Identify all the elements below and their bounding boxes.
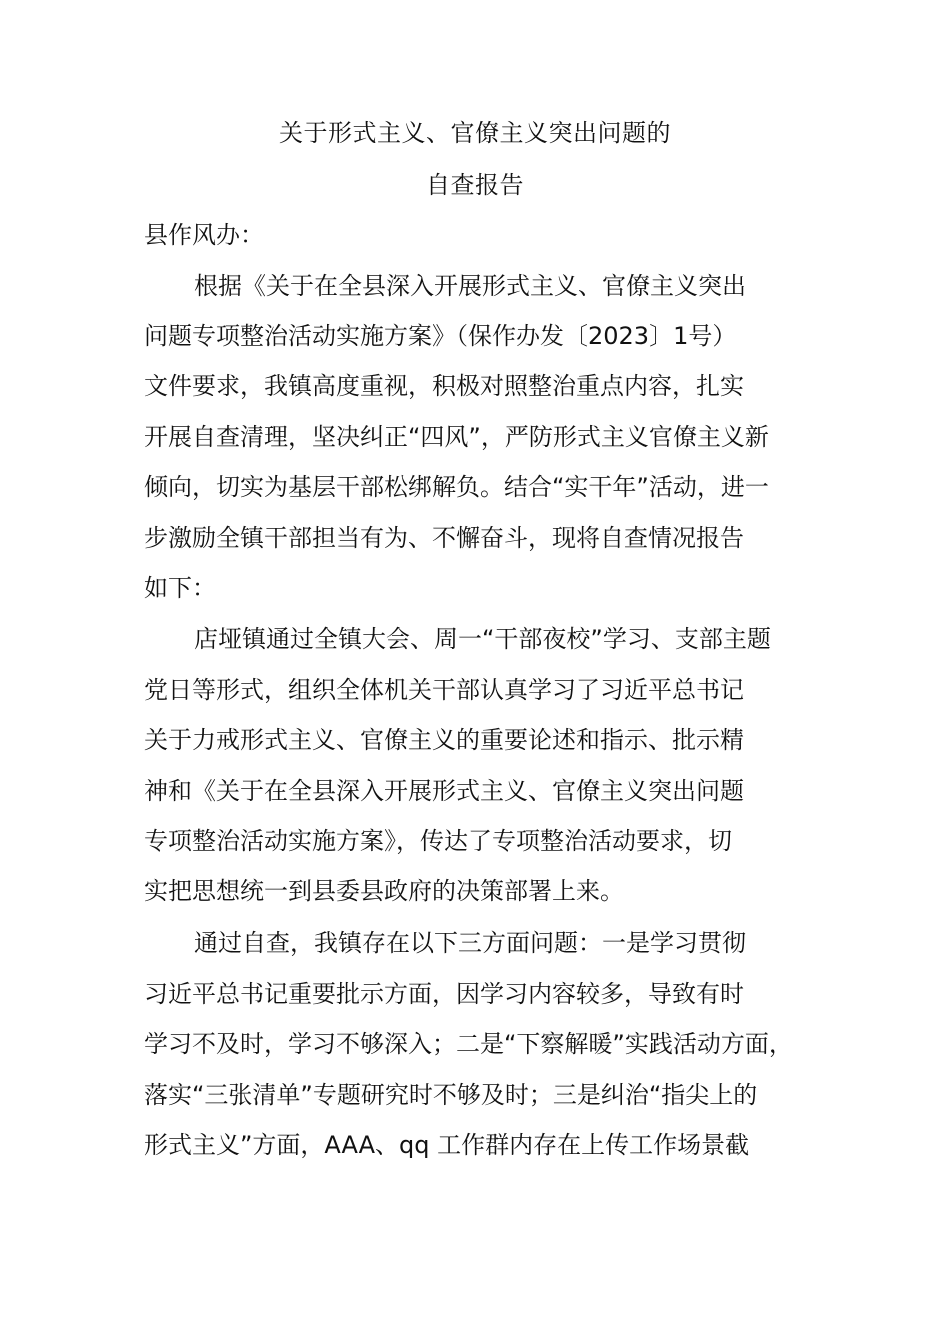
paragraph-line: 落实“三张清单”专题研究时不够及时；三是纠治“指尖上的 — [144, 1081, 758, 1109]
paragraph-line: 通过自查，我镇存在以下三方面问题：一是学习贯彻 — [194, 929, 746, 957]
paragraph-line: 党日等形式，组织全体机关干部认真学习了习近平总书记 — [144, 676, 744, 704]
paragraph-line: 专项整治活动实施方案》，传达了专项整治活动要求，切 — [144, 827, 732, 855]
paragraph-line: 神和《关于在全县深入开展形式主义、官僚主义突出问题 — [144, 777, 744, 805]
paragraph-line: 问题专项整治活动实施方案》（保作办发〔2023〕1号） — [144, 322, 737, 350]
salutation: 县作风办： — [144, 221, 264, 249]
paragraph-line: 习近平总书记重要批示方面，因学习内容较多，导致有时 — [144, 980, 744, 1008]
document-title-line-1: 关于形式主义、官僚主义突出问题的 — [279, 119, 671, 147]
paragraph-line: 开展自查清理，坚决纠正“四风”，严防形式主义官僚主义新 — [144, 423, 769, 451]
paragraph-line: 店垭镇通过全镇大会、周一“干部夜校”学习、支部主题 — [194, 625, 771, 653]
document-title-line-2: 自查报告 — [426, 171, 524, 199]
paragraph-line: 关于力戒形式主义、官僚主义的重要论述和指示、批示精 — [144, 726, 744, 754]
paragraph-line: 形式主义”方面，AAA、qq 工作群内存在上传工作场景截 — [144, 1131, 750, 1159]
paragraph-line: 根据《关于在全县深入开展形式主义、官僚主义突出 — [194, 272, 746, 300]
paragraph-line: 倾向，切实为基层干部松绑解负。结合“实干年”活动，进一 — [144, 473, 769, 501]
paragraph-line: 实把思想统一到县委县政府的决策部署上来。 — [144, 877, 624, 905]
paragraph-line: 步激励全镇干部担当有为、不懈奋斗，现将自查情况报告 — [144, 524, 744, 552]
paragraph-line: 文件要求，我镇高度重视，积极对照整治重点内容，扎实 — [144, 372, 744, 400]
paragraph-line: 如下： — [144, 574, 216, 602]
paragraph-line: 学习不及时，学习不够深入；二是“下察解暖”实践活动方面， — [144, 1030, 793, 1058]
